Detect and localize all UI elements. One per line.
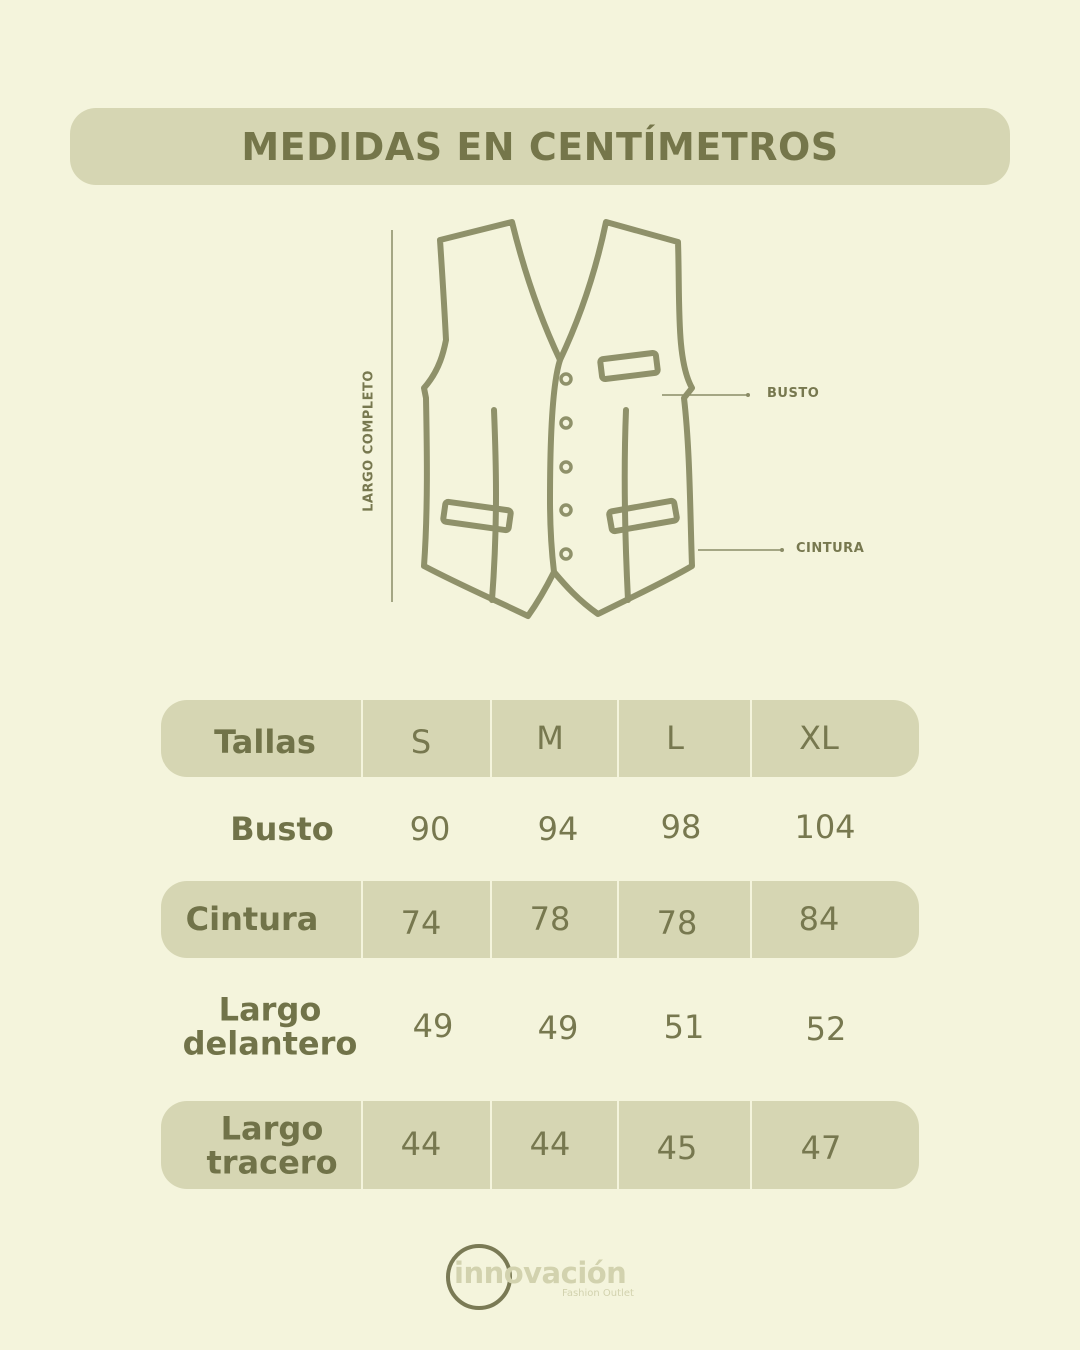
brand-logo (446, 1244, 646, 1310)
back-length-s: 44 (400, 1125, 442, 1163)
page-title: MEDIDAS EN CENTÍMETROS (241, 124, 839, 169)
row-label-front-length: Largo delantero (182, 990, 358, 1062)
waist-xl: 84 (798, 900, 840, 938)
bust-s: 90 (409, 810, 451, 848)
bust-l: 98 (660, 808, 702, 846)
waist-m: 78 (529, 900, 571, 938)
size-m: M (536, 719, 564, 757)
back-length-m: 44 (529, 1125, 571, 1163)
front-length-m: 49 (537, 1009, 579, 1047)
bust-xl: 104 (794, 808, 856, 846)
front-length-l: 51 (663, 1008, 705, 1046)
front-length-s: 49 (412, 1007, 454, 1045)
back-length-l: 45 (656, 1129, 698, 1167)
header-label: Tallas (214, 723, 316, 761)
row-label-bust: Busto (230, 810, 334, 848)
size-s: S (410, 723, 432, 761)
waist-label: CINTURA (796, 541, 865, 556)
bust-m: 94 (537, 810, 579, 848)
waist-l: 78 (656, 904, 698, 942)
length-label: LARGO COMPLETO (361, 370, 377, 512)
row-label-back-length: Largo tracero (206, 1109, 338, 1181)
vest-icon (424, 222, 692, 616)
brand-tagline: Fashion Outlet (562, 1288, 634, 1299)
size-xl: XL (799, 719, 839, 757)
waist-s: 74 (400, 904, 442, 942)
bust-label: BUSTO (767, 386, 820, 401)
back-length-xl: 47 (800, 1129, 842, 1167)
brand-name: innovación (454, 1256, 627, 1290)
front-length-xl: 52 (805, 1010, 847, 1048)
row-label-waist: Cintura (185, 900, 319, 938)
size-l: L (666, 719, 684, 757)
